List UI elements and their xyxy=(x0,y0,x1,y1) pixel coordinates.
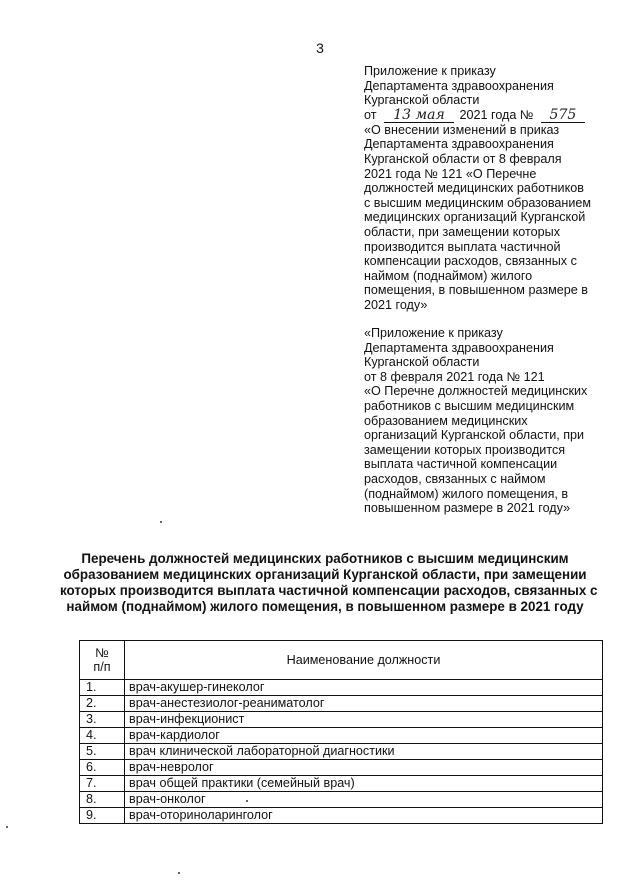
table-row xyxy=(80,760,603,776)
appendix-line: выплата частичной компенсации xyxy=(364,457,558,472)
appendix-line: должностей медицинских работников xyxy=(364,181,584,196)
position-name: врач-оториноларинголог xyxy=(125,808,603,824)
appendix-line: 2021 году» xyxy=(364,297,428,312)
appendix-line: Курганской области xyxy=(364,355,480,370)
appendix-line: расходов, связанных с наймом xyxy=(364,471,546,486)
document-title xyxy=(60,551,598,615)
table-row xyxy=(80,776,603,792)
table-header-row xyxy=(80,641,603,680)
position-name: врач общей практики (семейный врач) xyxy=(125,776,603,792)
table-row xyxy=(80,792,603,808)
position-name: врач-анестезиолог-реаниматолог xyxy=(125,696,603,712)
row-number: 5. xyxy=(80,744,125,760)
header-number xyxy=(80,641,125,680)
position-name: врач-невролог xyxy=(125,760,603,776)
appendix-line: «О внесении изменений в приказ xyxy=(364,122,560,137)
appendix-line: работников с высшим медицинским xyxy=(364,398,575,413)
appendix-line: образованием медицинских xyxy=(364,413,528,428)
appendix-line: «О Перечне должностей медицинских xyxy=(364,384,588,399)
header-position-name: Наименование должности xyxy=(125,641,603,680)
title-line: наймом (поднаймом) жилого помещения, в повышенном размере в 2021 году xyxy=(66,599,584,614)
table-row xyxy=(80,744,603,760)
appendix-original-header xyxy=(364,326,604,516)
appendix-line: наймом (поднаймом) жилого xyxy=(364,268,533,283)
position-name: врач-онколог xyxy=(125,792,603,808)
table-row xyxy=(80,680,603,696)
appendix-line: 2021 года № 121 «О Перечне xyxy=(364,166,537,181)
header-number-sign: № xyxy=(95,646,109,660)
appendix-line: с высшим медицинским образованием xyxy=(364,195,592,210)
appendix-line: (поднаймом) жилого помещения, в xyxy=(364,486,569,501)
table-row xyxy=(80,808,603,824)
appendix-line: Приложение к приказу xyxy=(364,64,496,78)
title-line: Перечень должностей медицинских работников с высшим медицинским xyxy=(81,551,569,566)
row-number: 2. xyxy=(80,696,125,712)
appendix-line: от 8 февраля 2021 года № 121 xyxy=(364,369,545,384)
appendix-line: области, при замещении которых xyxy=(364,224,561,239)
date-suffix: 2021 года № xyxy=(459,107,534,122)
row-number: 9. xyxy=(80,808,125,824)
row-number: 8. xyxy=(80,792,125,808)
row-number: 6. xyxy=(80,760,125,776)
row-number: 7. xyxy=(80,776,125,792)
handwritten-date: 13 мая xyxy=(384,109,454,123)
page-number: 3 xyxy=(316,40,324,56)
scan-speck xyxy=(246,800,248,802)
handwritten-order-number: 575 xyxy=(541,109,585,123)
appendix-line: Курганской области xyxy=(364,93,480,108)
positions-table xyxy=(79,640,603,824)
appendix-line: помещения, в повышенном размере в xyxy=(364,283,588,298)
scan-speck xyxy=(6,826,8,828)
appendix-line: медицинских организаций Курганской xyxy=(364,210,586,225)
date-prefix: от xyxy=(364,107,377,122)
header-number-abbr: п/п xyxy=(93,660,111,674)
order-date-line xyxy=(364,108,604,123)
appendix-line: производится выплата частичной xyxy=(364,239,561,254)
position-name: врач-акушер-гинеколог xyxy=(125,680,603,696)
position-name: врач-кардиолог xyxy=(125,728,603,744)
table-row xyxy=(80,728,603,744)
appendix-line: Департамента здравоохранения xyxy=(364,340,554,355)
title-line: которых производится выплата частичной компенсации расходов, связанных с xyxy=(60,583,598,598)
table-row xyxy=(80,712,603,728)
row-number: 1. xyxy=(80,680,125,696)
table-row xyxy=(80,696,603,712)
position-name: врач клинической лабораторной диагностики xyxy=(125,744,603,760)
row-number: 3. xyxy=(80,712,125,728)
appendix-line: замещении которых производится xyxy=(364,442,566,457)
appendix-header xyxy=(364,64,604,313)
appendix-line: «Приложение к приказу xyxy=(364,326,503,340)
appendix-line: компенсации расходов, связанных с xyxy=(364,254,577,269)
appendix-line: Департамента здравоохранения xyxy=(364,137,554,152)
appendix-line: организаций Курганской области, при xyxy=(364,428,585,443)
appendix-line: Департамента здравоохранения xyxy=(364,78,554,93)
appendix-line: Курганской области от 8 февраля xyxy=(364,151,562,166)
scan-speck xyxy=(160,521,162,523)
title-line: образованием медицинских организаций Курганской области, при замещении xyxy=(63,567,587,582)
row-number: 4. xyxy=(80,728,125,744)
position-name: врач-инфекционист xyxy=(125,712,603,728)
scan-speck xyxy=(178,872,180,874)
appendix-line: повышенном размере в 2021 году» xyxy=(364,501,571,516)
